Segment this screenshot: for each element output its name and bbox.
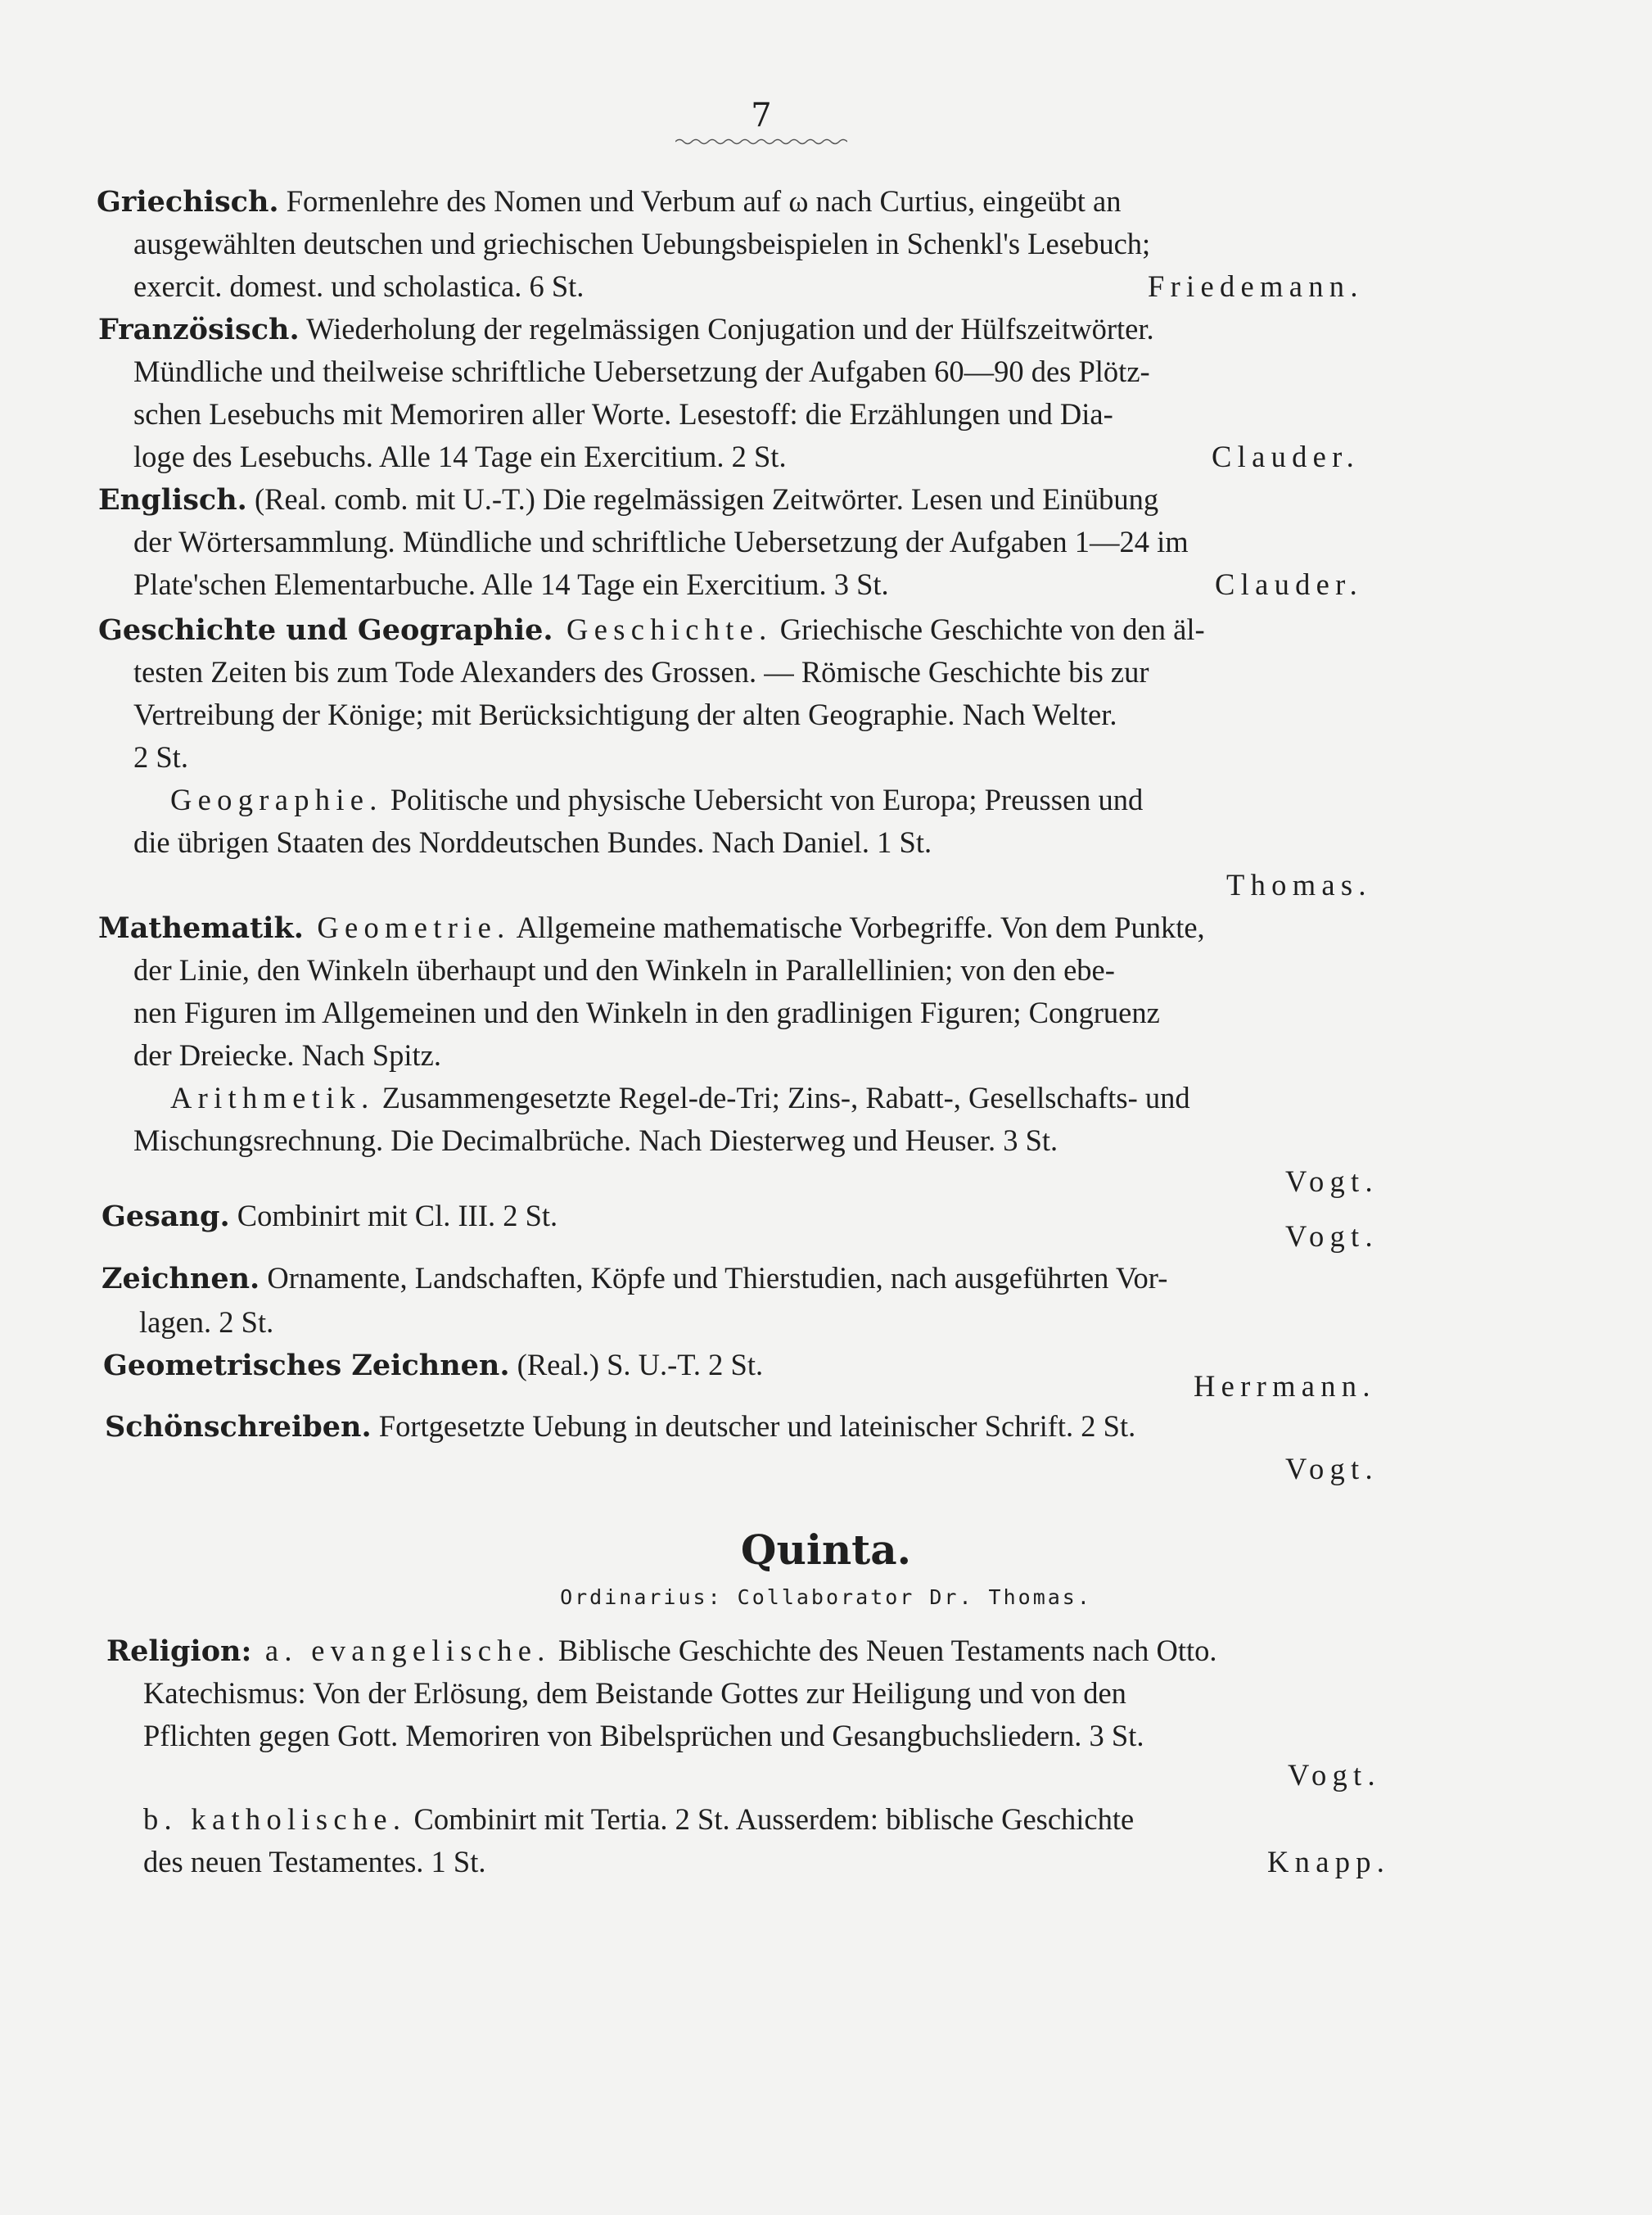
line-gesang: Gesang. Combinirt mit Cl. III. 2 St. bbox=[102, 1199, 558, 1233]
line-geschichte-2: testen Zeiten bis zum Tode Alexanders des Grossen. — Römische Geschichte bis zur bbox=[133, 655, 1149, 689]
line-franzoesisch-4: loge des Lesebuchs. Alle 14 Tage ein Exercitium. 2 St. bbox=[133, 440, 787, 473]
line-mathematik-2: der Linie, den Winkeln überhaupt und den Winkeln in Parallellinien; von den ebe- bbox=[133, 953, 1115, 987]
line-englisch-1: Englisch. (Real. comb. mit U.-T.) Die regelmässigen Zeitwörter. Lesen und Einübung bbox=[98, 482, 1159, 517]
signature-knapp: Knapp. bbox=[1267, 1845, 1391, 1878]
signature-vogt-1: Vogt. bbox=[1285, 1164, 1379, 1198]
line-religion-2: Katechismus: Von der Erlösung, dem Beistande Gottes zur Heiligung und von den bbox=[143, 1676, 1126, 1710]
line-mathematik-1: Mathematik. Geometrie. Allgemeine mathematische Vorbegriffe. Von dem Punkte, bbox=[98, 911, 1205, 945]
decorative-rule bbox=[675, 136, 847, 147]
signature-vogt-3: Vogt. bbox=[1285, 1452, 1379, 1485]
line-geschichte-1: Geschichte und Geographie. Geschichte. Griechische Geschichte von den äl- bbox=[98, 613, 1205, 647]
line-geschichte-3: Vertreibung der Könige; mit Berücksichtigung der alten Geographie. Nach Welter. bbox=[133, 698, 1117, 731]
line-zeichnen-1: Zeichnen. Ornamente, Landschaften, Köpfe und Thierstudien, nach ausgeführten Vor- bbox=[102, 1261, 1168, 1295]
line-zeichnen-2: lagen. 2 St. bbox=[139, 1305, 274, 1339]
line-franzoesisch-2: Mündliche und theilweise schriftliche Uebersetzung der Aufgaben 60—90 des Plötz- bbox=[133, 355, 1150, 388]
line-englisch-2: der Wörtersammlung. Mündliche und schriftliche Uebersetzung der Aufgaben 1—24 im bbox=[133, 525, 1189, 558]
line-franzoesisch-3: schen Lesebuchs mit Memoriren aller Worte. Lesestoff: die Erzählungen und Dia- bbox=[133, 397, 1113, 431]
signature-friedemann: Friedemann. bbox=[1148, 269, 1364, 303]
line-englisch-3: Plate'schen Elementarbuche. Alle 14 Tage ein Exercitium. 3 St. bbox=[133, 567, 889, 601]
line-arithmetik-1: Arithmetik. Zusammengesetzte Regel-de-Tri; Zins-, Rabatt-, Gesellschafts- und bbox=[170, 1081, 1190, 1114]
line-mathematik-4: der Dreiecke. Nach Spitz. bbox=[133, 1038, 441, 1072]
line-geographie-1: Geographie. Politische und physische Uebersicht von Europa; Preussen und bbox=[170, 783, 1144, 816]
line-geometrisches-zeichnen: Geometrisches Zeichnen. (Real.) S. U.-T. 2 St. bbox=[103, 1348, 764, 1382]
page-number: 7 bbox=[751, 97, 772, 134]
line-geographie-2: die übrigen Staaten des Norddeutschen Bundes. Nach Daniel. 1 St. bbox=[133, 825, 932, 859]
section-title-quinta: Quinta. bbox=[740, 1526, 912, 1574]
signature-herrmann: Herrmann. bbox=[1194, 1369, 1376, 1403]
line-religion-3: Pflichten gegen Gott. Memoriren von Bibelsprüchen und Gesangbuchsliedern. 3 St. bbox=[143, 1719, 1144, 1752]
line-franzoesisch-1: Französisch. Wiederholung der regelmässigen Conjugation und der Hülfszeitwörter. bbox=[98, 312, 1154, 346]
signature-vogt-4: Vogt. bbox=[1288, 1758, 1381, 1792]
line-mathematik-3: nen Figuren im Allgemeinen und den Winkeln in den gradlinigen Figuren; Congruenz bbox=[133, 996, 1160, 1029]
line-schoenschreiben: Schönschreiben. Fortgesetzte Uebung in deutscher und lateinischer Schrift. 2 St. bbox=[105, 1409, 1136, 1444]
line-religion-kath-2: des neuen Testamentes. 1 St. bbox=[143, 1845, 486, 1878]
signature-vogt-2: Vogt. bbox=[1285, 1219, 1379, 1253]
line-griechisch-2: ausgewählten deutschen und griechischen Uebungsbeispielen in Schenkl's Lesebuch; bbox=[133, 227, 1151, 260]
line-griechisch-3: exercit. domest. und scholastica. 6 St. bbox=[133, 269, 585, 303]
line-religion-1: Religion: a. evangelische. Biblische Geschichte des Neuen Testaments nach Otto. bbox=[106, 1634, 1217, 1668]
line-arithmetik-2: Mischungsrechnung. Die Decimalbrüche. Nach Diesterweg und Heuser. 3 St. bbox=[133, 1123, 1058, 1157]
line-religion-kath-1: b. katholische. Combinirt mit Tertia. 2 St. Ausserdem: biblische Geschichte bbox=[143, 1802, 1135, 1836]
signature-thomas: Thomas. bbox=[1226, 868, 1372, 902]
signature-clauder-1: Clauder. bbox=[1212, 440, 1361, 473]
signature-clauder-2: Clauder. bbox=[1215, 567, 1364, 601]
line-geschichte-4: 2 St. bbox=[133, 740, 188, 774]
line-griechisch-1: Griechisch. Formenlehre des Nomen und Verbum auf ω nach Curtius, eingeübt an bbox=[97, 184, 1122, 219]
section-subtitle-ordinarius: Ordinarius: Collaborator Dr. Thomas. bbox=[560, 1585, 1092, 1609]
